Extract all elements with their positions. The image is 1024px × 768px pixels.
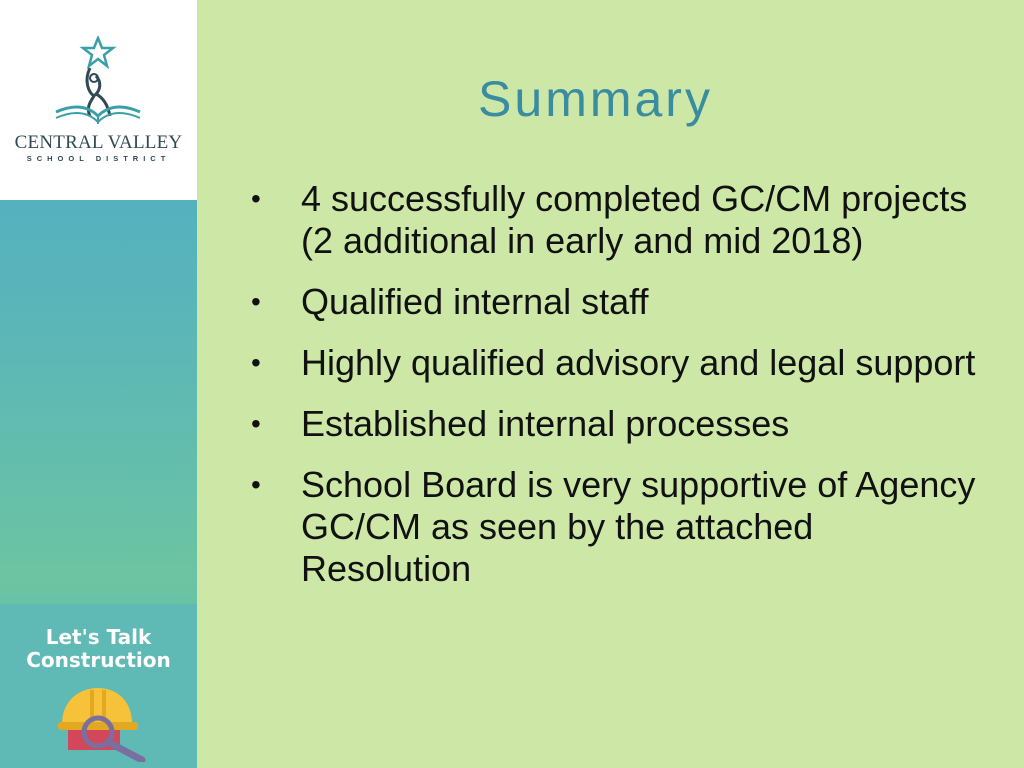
bullet-text: School Board is very supportive of Agency GC/CM as seen by the attached Resolution bbox=[301, 464, 976, 589]
bullet-item bbox=[245, 178, 985, 262]
bullet-text: 4 successfully completed GC/CM projects (2 additional in early and mid 2018) bbox=[301, 178, 968, 261]
badge-line-1: Let's Talk bbox=[45, 625, 152, 649]
bullet-marker: • bbox=[251, 286, 261, 317]
slide-title: Summary bbox=[478, 71, 713, 127]
bullet-marker: • bbox=[251, 408, 261, 439]
bullet-marker: • bbox=[251, 469, 261, 500]
bullet-item bbox=[245, 281, 985, 323]
bullet-marker: • bbox=[251, 347, 261, 378]
bullet-text: Established internal processes bbox=[301, 403, 790, 444]
bullet-text: Qualified internal staff bbox=[301, 281, 649, 322]
badge-text bbox=[0, 626, 197, 672]
bullet-item bbox=[245, 403, 985, 445]
sidebar bbox=[0, 0, 197, 768]
district-subtitle: SCHOOL DISTRICT bbox=[26, 154, 171, 163]
star-reader-logo-icon bbox=[50, 36, 146, 128]
bullet-item bbox=[245, 342, 985, 384]
lets-talk-construction-badge bbox=[0, 604, 197, 768]
bullet-text: Highly qualified advisory and legal support bbox=[301, 342, 976, 383]
summary-bullet-list bbox=[245, 178, 985, 609]
district-logo bbox=[0, 0, 197, 200]
badge-line-2: Construction bbox=[26, 648, 171, 672]
bullet-item bbox=[245, 464, 985, 590]
hard-hat-icon bbox=[58, 684, 148, 762]
bullet-marker: • bbox=[251, 183, 261, 214]
district-name: CENTRAL VALLEY bbox=[14, 132, 183, 153]
